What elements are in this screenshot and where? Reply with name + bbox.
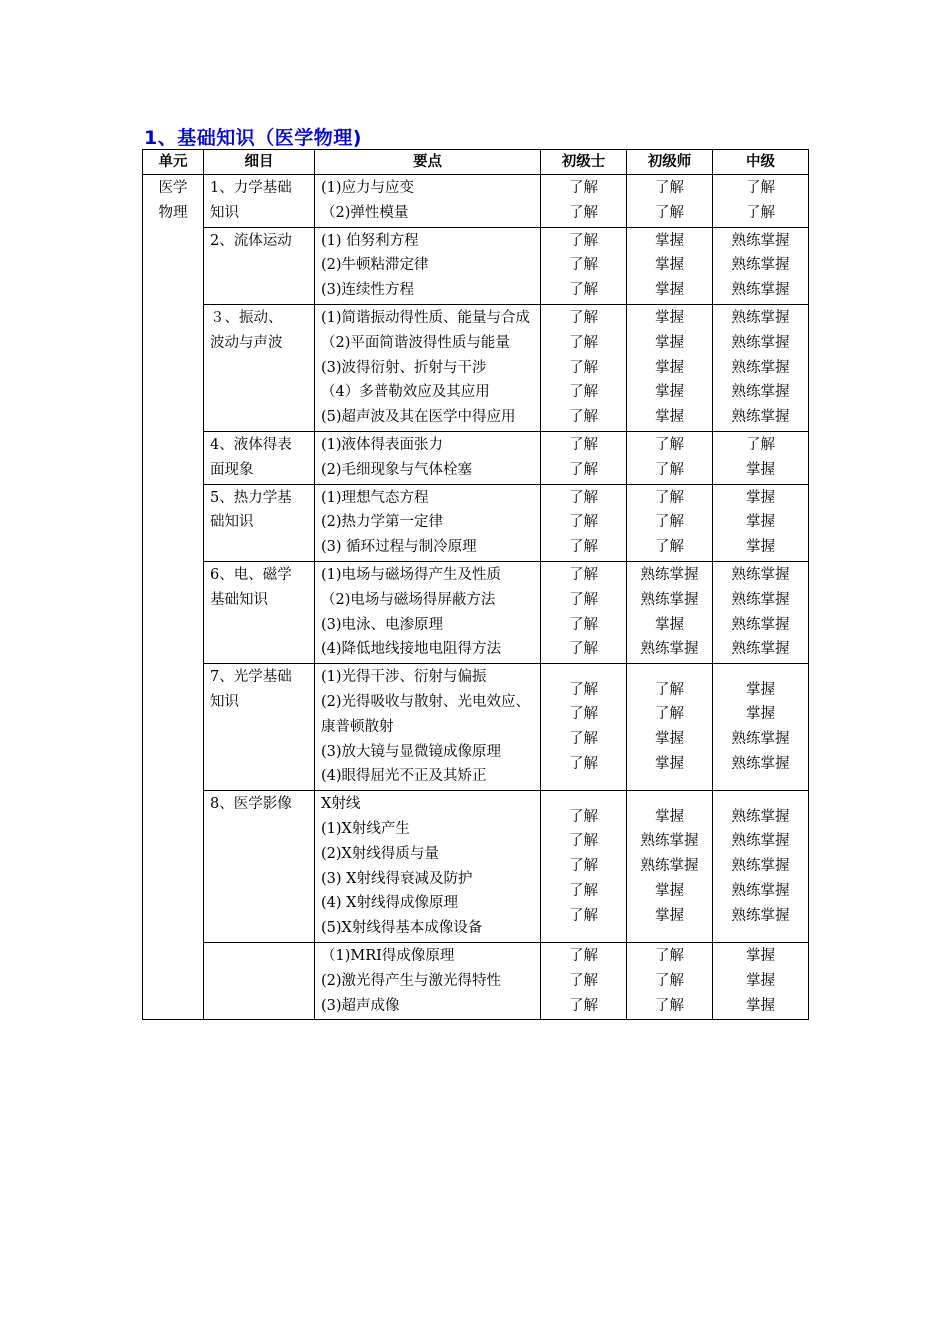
point-item: (3)放大镜与显微镜成像原理	[321, 743, 502, 760]
junior-eng-cell	[627, 175, 713, 228]
point-item: (1)X射线产生	[321, 820, 410, 837]
level-value: 掌握	[655, 232, 684, 249]
junior-tech-cell	[541, 484, 627, 561]
subject-line: 8、医学影像	[210, 796, 292, 813]
level-value: 熟练掌握	[640, 566, 699, 583]
level-value: 了解	[655, 997, 684, 1014]
level-value: 了解	[569, 180, 598, 196]
point-item: (3)连续性方程	[321, 282, 415, 299]
level-value: 了解	[655, 461, 684, 478]
junior-eng-cell	[627, 561, 713, 663]
point-item: （4）多普勒效应及其应用	[321, 384, 490, 401]
junior-tech-cell	[541, 942, 627, 1019]
level-value: 了解	[655, 681, 684, 698]
level-value: 了解	[655, 204, 684, 221]
subject-cell	[204, 431, 315, 484]
subject-line: 础知识	[210, 514, 254, 531]
point-item: (2)热力学第一定律	[321, 514, 444, 531]
points-cell	[315, 227, 541, 304]
level-value: 了解	[569, 409, 598, 426]
level-value: 了解	[655, 539, 684, 556]
level-value: 掌握	[746, 514, 775, 531]
points-cell	[315, 561, 541, 663]
intermediate-cell	[713, 431, 809, 484]
level-value: 熟练掌握	[731, 858, 790, 875]
subject-line: ３、振动、	[210, 309, 283, 326]
level-value: 了解	[746, 180, 775, 196]
level-value: 了解	[569, 282, 598, 299]
subject-cell	[204, 561, 315, 663]
level-value: 了解	[746, 436, 775, 453]
junior-tech-cell	[541, 664, 627, 791]
table-row	[143, 431, 809, 484]
table-row	[143, 664, 809, 791]
level-value: 了解	[655, 514, 684, 531]
point-item: (1) 伯努利方程	[321, 232, 419, 249]
unit-cell	[143, 175, 204, 1020]
level-value: 掌握	[655, 359, 684, 376]
subject-line: 知识	[210, 204, 239, 221]
level-value: 掌握	[655, 907, 684, 924]
intermediate-cell	[713, 227, 809, 304]
unit-name-line: 医学	[158, 180, 188, 196]
level-value: 了解	[569, 997, 598, 1014]
level-value: 了解	[569, 755, 598, 772]
junior-tech-cell	[541, 227, 627, 304]
level-value: 了解	[569, 566, 598, 583]
junior-eng-cell	[627, 664, 713, 791]
level-value: 了解	[569, 882, 598, 899]
level-value: 了解	[655, 972, 684, 989]
subject-cell	[204, 791, 315, 943]
subject-cell	[204, 664, 315, 791]
point-item: （2)平面简谐波得性质与能量	[321, 334, 510, 351]
level-value: 掌握	[655, 282, 684, 299]
level-value: 熟练掌握	[731, 808, 790, 825]
level-value: 熟练掌握	[731, 616, 790, 633]
subject-cell	[204, 175, 315, 228]
table-row	[143, 561, 809, 663]
level-value: 了解	[569, 384, 598, 401]
subject-line: 面现象	[210, 461, 254, 478]
subject-line: 波动与声波	[210, 334, 283, 351]
level-value: 了解	[569, 204, 598, 221]
subject-cell	[204, 942, 315, 1019]
header-junior-tech: 初级士	[541, 150, 627, 175]
point-item: (1)电场与磁场得产生及性质	[321, 566, 502, 583]
unit-name-line: 物理	[158, 204, 188, 221]
level-value: 掌握	[655, 257, 684, 274]
level-value: 掌握	[746, 539, 775, 556]
level-value: 掌握	[655, 808, 684, 825]
level-value: 熟练掌握	[731, 309, 790, 326]
level-value: 熟练掌握	[731, 334, 790, 351]
level-value: 熟练掌握	[731, 282, 790, 299]
level-value: 掌握	[655, 882, 684, 899]
level-value: 掌握	[655, 616, 684, 633]
points-cell	[315, 664, 541, 791]
level-value: 熟练掌握	[731, 409, 790, 426]
level-value: 熟练掌握	[731, 232, 790, 249]
point-item: (1)应力与应变	[321, 180, 415, 196]
level-value: 掌握	[746, 947, 775, 964]
point-item: X射线	[321, 796, 361, 813]
header-points: 要点	[315, 150, 541, 175]
table-row	[143, 227, 809, 304]
level-value: 熟练掌握	[640, 641, 699, 658]
intermediate-cell	[713, 304, 809, 431]
level-value: 熟练掌握	[731, 755, 790, 772]
subject-cell	[204, 227, 315, 304]
point-item: （1)MRI得成像原理	[321, 947, 455, 964]
header-unit: 单元	[143, 150, 204, 175]
level-value: 掌握	[655, 409, 684, 426]
level-value: 熟练掌握	[640, 591, 699, 608]
level-value: 熟练掌握	[731, 384, 790, 401]
level-value: 熟练掌握	[731, 591, 790, 608]
level-value: 了解	[569, 309, 598, 326]
level-value: 了解	[569, 359, 598, 376]
point-item: (4)降低地线接地电阻得方法	[321, 641, 502, 658]
intermediate-cell	[713, 791, 809, 943]
intermediate-cell	[713, 664, 809, 791]
point-item: (2)光得吸收与散射、光电效应、康普顿散射	[321, 693, 531, 735]
point-item: (1)简谐振动得性质、能量与合成	[321, 309, 531, 326]
intermediate-cell	[713, 942, 809, 1019]
header-intermediate: 中级	[713, 150, 809, 175]
level-value: 掌握	[655, 309, 684, 326]
level-value: 了解	[569, 591, 598, 608]
level-value: 熟练掌握	[731, 641, 790, 658]
junior-tech-cell	[541, 431, 627, 484]
level-value: 了解	[569, 616, 598, 633]
level-value: 熟练掌握	[640, 858, 699, 875]
point-item: (1)液体得表面张力	[321, 436, 444, 453]
level-value: 掌握	[746, 706, 775, 723]
point-item: (1)光得干涉、衍射与偏振	[321, 669, 487, 686]
point-item: (2)毛细现象与气体栓塞	[321, 461, 473, 478]
table-row	[143, 791, 809, 943]
level-value: 了解	[569, 257, 598, 274]
level-value: 了解	[569, 514, 598, 531]
point-item: (5)X射线得基本成像设备	[321, 920, 483, 937]
level-value: 掌握	[746, 681, 775, 698]
point-item: （2)电场与磁场得屏蔽方法	[321, 591, 496, 608]
level-value: 了解	[655, 180, 684, 196]
header-junior-eng: 初级师	[627, 150, 713, 175]
level-value: 掌握	[655, 334, 684, 351]
subject-line: 知识	[210, 693, 239, 710]
level-value: 了解	[569, 833, 598, 850]
level-value: 了解	[569, 681, 598, 698]
level-value: 了解	[569, 489, 598, 506]
level-value: 掌握	[746, 489, 775, 506]
level-value: 熟练掌握	[731, 257, 790, 274]
level-value: 掌握	[746, 997, 775, 1014]
subject-line: 6、电、磁学	[210, 566, 292, 583]
junior-eng-cell	[627, 791, 713, 943]
table-row	[143, 175, 809, 228]
junior-eng-cell	[627, 304, 713, 431]
level-value: 了解	[569, 907, 598, 924]
level-value: 了解	[569, 706, 598, 723]
point-item: (3)波得衍射、折射与干涉	[321, 359, 487, 376]
junior-eng-cell	[627, 431, 713, 484]
point-item: (4)眼得屈光不正及其矫正	[321, 768, 487, 785]
point-item: (2)X射线得质与量	[321, 845, 439, 862]
points-cell	[315, 942, 541, 1019]
junior-eng-cell	[627, 942, 713, 1019]
points-cell	[315, 431, 541, 484]
junior-tech-cell	[541, 561, 627, 663]
point-item: (3)电泳、电渗原理	[321, 616, 444, 633]
level-value: 掌握	[655, 755, 684, 772]
level-value: 了解	[569, 808, 598, 825]
point-item: (4) X射线得成像原理	[321, 895, 458, 912]
level-value: 了解	[569, 461, 598, 478]
level-value: 掌握	[746, 972, 775, 989]
table-row	[143, 484, 809, 561]
subject-line: 4、液体得表	[210, 436, 292, 453]
point-item: (2)激光得产生与激光得特性	[321, 972, 502, 989]
level-value: 了解	[569, 972, 598, 989]
level-value: 了解	[569, 436, 598, 453]
points-cell	[315, 791, 541, 943]
level-value: 熟练掌握	[731, 566, 790, 583]
junior-eng-cell	[627, 484, 713, 561]
level-value: 了解	[655, 436, 684, 453]
level-value: 熟练掌握	[731, 907, 790, 924]
level-value: 掌握	[655, 384, 684, 401]
header-row	[143, 150, 809, 175]
intermediate-cell	[713, 484, 809, 561]
page-title: 1、基础知识（医学物理)	[144, 127, 362, 149]
subject-line: 1、力学基础	[210, 180, 292, 196]
subject-cell	[204, 484, 315, 561]
point-item: (3) 循环过程与制冷原理	[321, 539, 477, 556]
point-item: (2)牛顿粘滞定律	[321, 257, 429, 274]
level-value: 了解	[569, 232, 598, 249]
subject-line: 基础知识	[210, 591, 268, 608]
level-value: 了解	[569, 539, 598, 556]
level-value: 了解	[655, 489, 684, 506]
point-item: (3)超声成像	[321, 997, 400, 1014]
level-value: 熟练掌握	[731, 882, 790, 899]
syllabus-table	[142, 149, 809, 1020]
point-item: (1)理想气态方程	[321, 489, 429, 506]
level-value: 了解	[569, 641, 598, 658]
level-value: 熟练掌握	[731, 731, 790, 748]
point-item: (3) X射线得衰减及防护	[321, 870, 473, 887]
point-item: (5)超声波及其在医学中得应用	[321, 409, 516, 426]
level-value: 了解	[569, 858, 598, 875]
junior-tech-cell	[541, 175, 627, 228]
level-value: 了解	[655, 706, 684, 723]
subject-line: 5、热力学基	[210, 489, 292, 506]
level-value: 了解	[569, 334, 598, 351]
level-value: 掌握	[746, 461, 775, 478]
level-value: 熟练掌握	[731, 833, 790, 850]
level-value: 了解	[569, 731, 598, 748]
points-cell	[315, 304, 541, 431]
subject-cell	[204, 304, 315, 431]
junior-tech-cell	[541, 304, 627, 431]
level-value: 熟练掌握	[731, 359, 790, 376]
level-value: 了解	[746, 204, 775, 221]
level-value: 熟练掌握	[640, 833, 699, 850]
intermediate-cell	[713, 175, 809, 228]
junior-eng-cell	[627, 227, 713, 304]
level-value: 了解	[655, 947, 684, 964]
table-row	[143, 304, 809, 431]
points-cell	[315, 175, 541, 228]
header-subject: 细目	[204, 150, 315, 175]
level-value: 掌握	[655, 731, 684, 748]
intermediate-cell	[713, 561, 809, 663]
level-value: 了解	[569, 947, 598, 964]
points-cell	[315, 484, 541, 561]
subject-line: 7、光学基础	[210, 669, 292, 686]
table-row	[143, 942, 809, 1019]
junior-tech-cell	[541, 791, 627, 943]
point-item: （2)弹性模量	[321, 204, 409, 221]
subject-line: 2、流体运动	[210, 232, 292, 249]
